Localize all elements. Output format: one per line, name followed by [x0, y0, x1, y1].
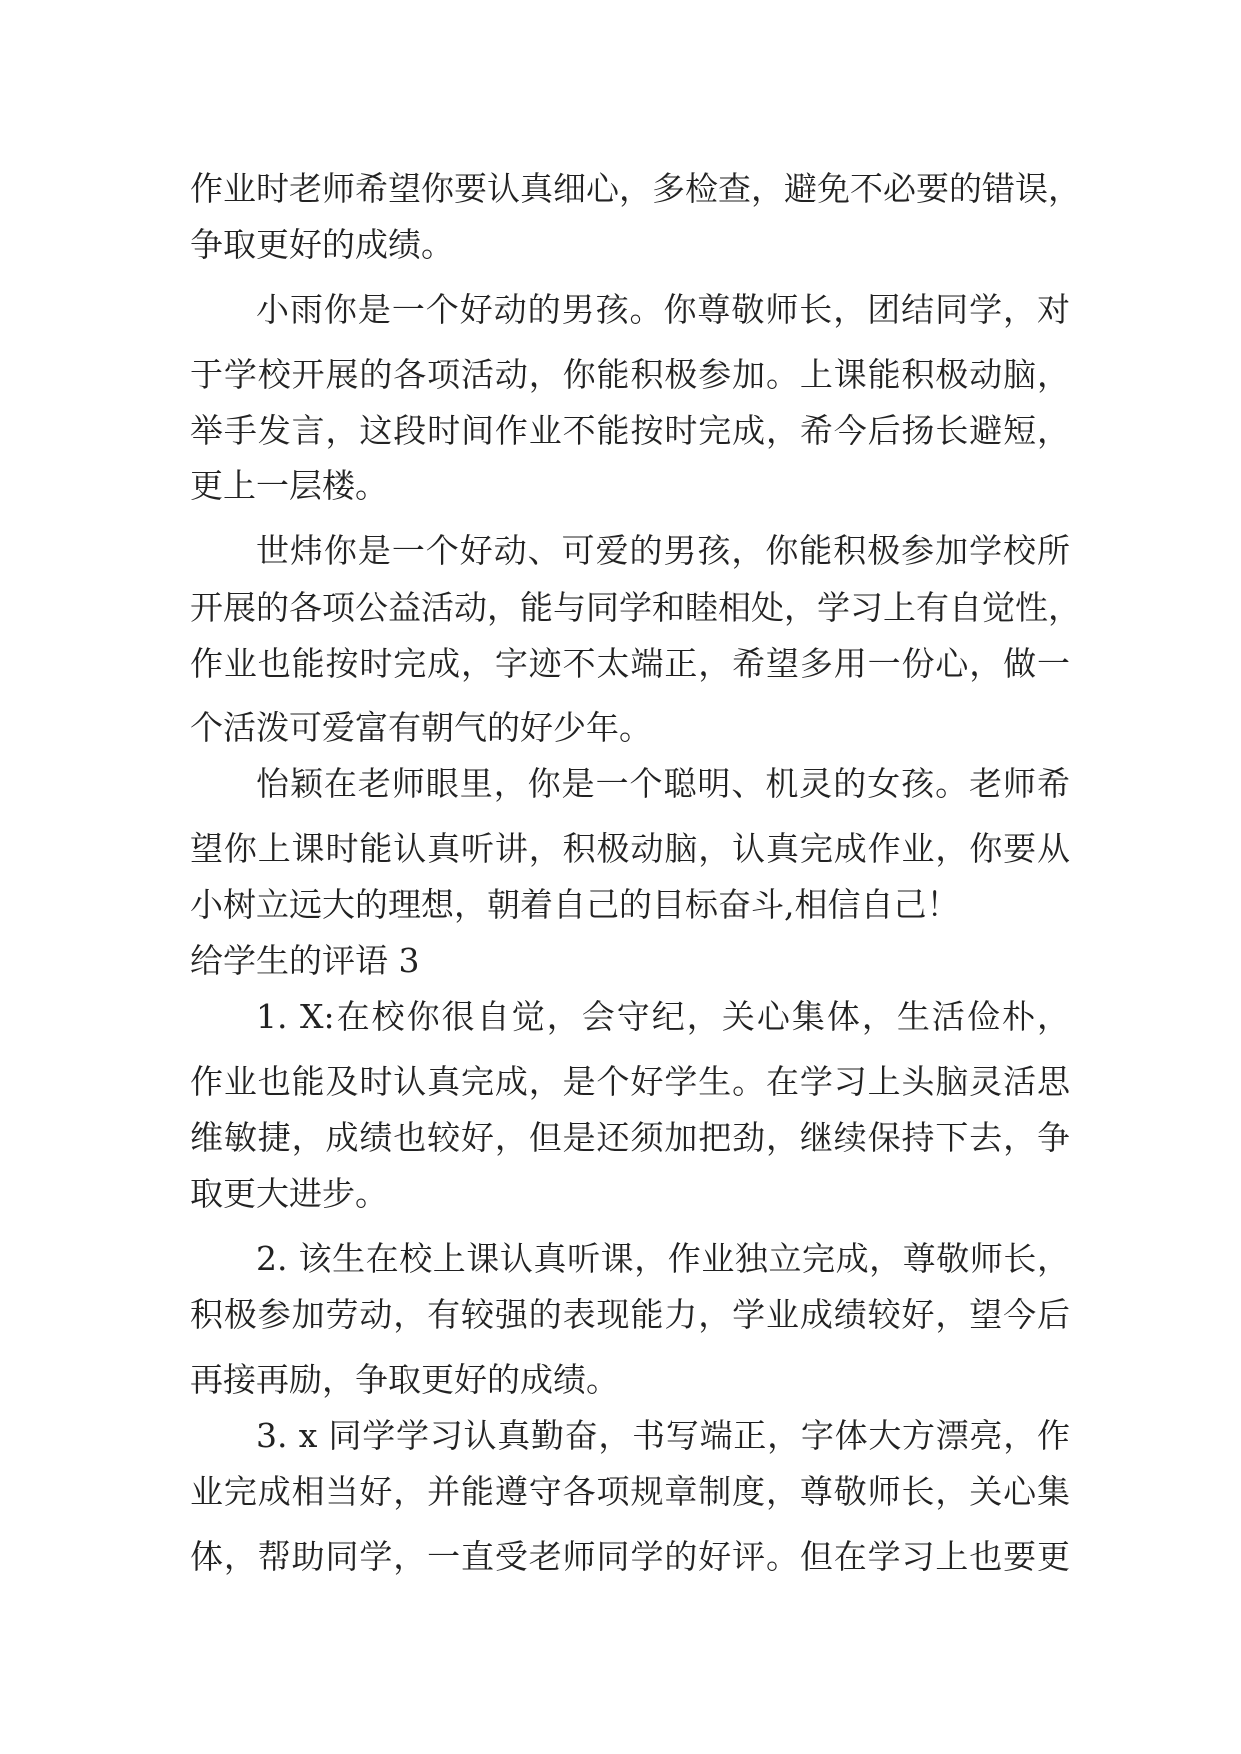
list-item-first-line: 2. 该生在校上课认真听课，作业独立完成，尊敬师长， — [256, 1239, 1070, 1278]
text-line: 业完成相当好，并能遵守各项规章制度，尊敬师长，关心集 — [190, 1472, 1070, 1511]
text-line: 小树立远大的理想，朝着自己的目标奋斗,相信自己！ — [190, 885, 960, 924]
section-heading: 给学生的评语 3 — [190, 941, 420, 980]
paragraph-first-line: 小雨你是一个好动的男孩。你尊敬师长，团结同学，对 — [256, 290, 1070, 329]
list-item-first-line: 1. X:在校你很自觉，会守纪，关心集体，生活俭朴， — [256, 997, 1070, 1036]
text-line: 作业也能及时认真完成，是个好学生。在学习上头脑灵活思 — [190, 1062, 1070, 1101]
list-item-first-line: 3. x 同学学习认真勤奋，书写端正，字体大方漂亮，作 — [256, 1416, 1070, 1455]
text-line: 更上一层楼。 — [190, 466, 388, 505]
text-line: 举手发言，这段时间作业不能按时完成，希今后扬长避短， — [190, 411, 1070, 450]
text-line: 体，帮助同学，一直受老师同学的好评。但在学习上也要更 — [190, 1537, 1070, 1576]
paragraph-first-line: 世炜你是一个好动、可爱的男孩，你能积极参加学校所 — [256, 531, 1070, 570]
text-line: 作业时老师希望你要认真细心，多检查，避免不必要的错误， — [190, 169, 1081, 208]
text-line: 维敏捷，成绩也较好，但是还须加把劲，继续保持下去，争 — [190, 1118, 1070, 1157]
text-line: 作业也能按时完成，字迹不太端正，希望多用一份心，做一 — [190, 644, 1070, 683]
text-line: 再接再励，争取更好的成绩。 — [190, 1360, 619, 1399]
text-line: 取更大进步。 — [190, 1174, 388, 1213]
text-line: 争取更好的成绩。 — [190, 225, 454, 264]
text-line: 望你上课时能认真听讲，积极动脑，认真完成作业，你要从 — [190, 829, 1070, 868]
text-line: 个活泼可爱富有朝气的好少年。 — [190, 708, 652, 747]
text-line: 开展的各项公益活动，能与同学和睦相处，学习上有自觉性， — [190, 588, 1081, 627]
text-line: 于学校开展的各项活动，你能积极参加。上课能积极动脑， — [190, 355, 1070, 394]
text-line: 积极参加劳动，有较强的表现能力，学业成绩较好，望今后 — [190, 1295, 1070, 1334]
paragraph-first-line: 怡颖在老师眼里，你是一个聪明、机灵的女孩。老师希 — [256, 764, 1070, 803]
